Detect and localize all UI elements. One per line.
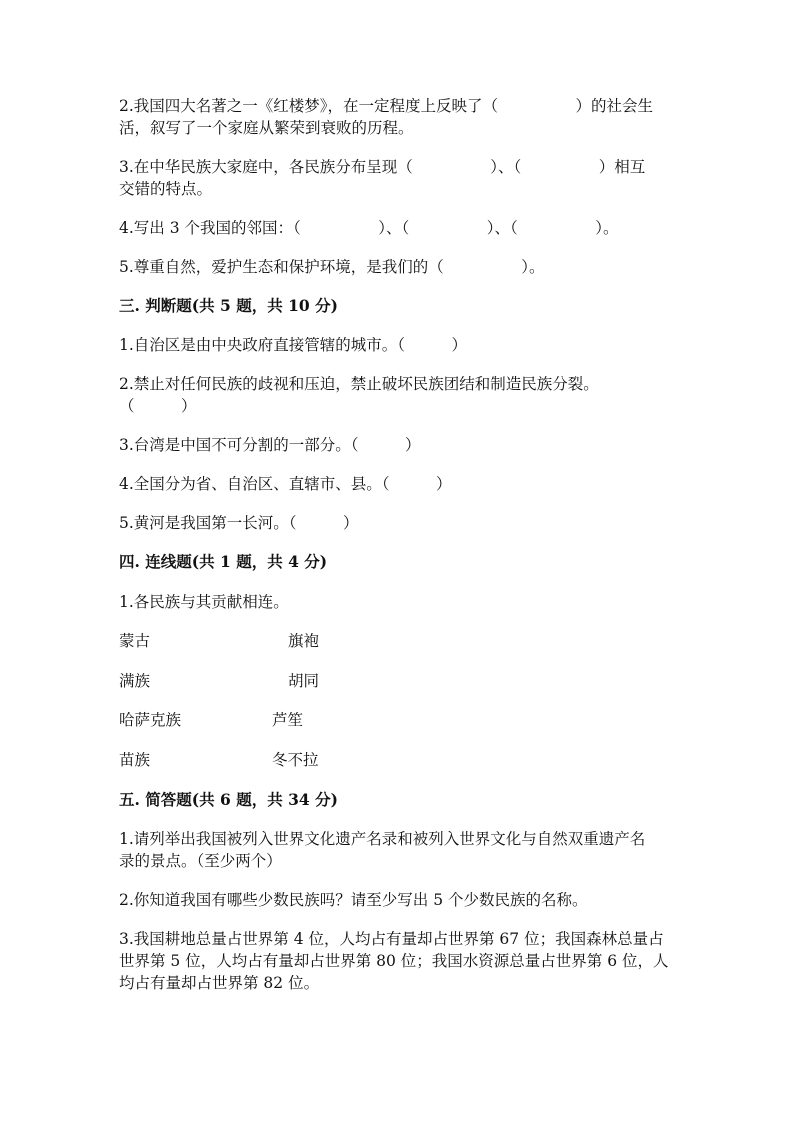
judge-q2-line2: （ ） [119, 397, 197, 415]
judge-q3: 3.台湾是中国不可分割的一部分。（ ） [119, 436, 421, 454]
matching-left-item: 蒙古 [119, 632, 151, 650]
short-q2: 2.你知道我国有哪些少数民族吗？请至少写出 5 个少数民族的名称。 [119, 891, 588, 909]
matching-right-item: 冬不拉 [272, 751, 319, 769]
matching-left-item: 哈萨克族 [119, 711, 182, 729]
short-q3-line1: 3.我国耕地总量占世界第 4 位，人均占有量却占世界第 67 位；我国森林总量占 [119, 930, 664, 948]
short-q1-line1: 1.请列举出我国被列入世界文化遗产名录和被列入世界文化与自然双重遗产名 [119, 830, 646, 848]
judge-q5: 5.黄河是我国第一长河。（ ） [119, 514, 359, 532]
judge-q4: 4.全国分为省、自治区、直辖市、县。（ ） [119, 475, 452, 493]
matching-right-item: 胡同 [288, 672, 320, 690]
judge-q1: 1.自治区是由中央政府直接管辖的城市。（ ） [119, 336, 468, 354]
short-q3-line2: 世界第 5 位，人均占有量却占世界第 80 位；我国水资源总量占世界第 6 位，人 [119, 952, 669, 970]
short-q3-line3: 均占有量却占世界第 82 位。 [119, 974, 320, 992]
fill-q5: 5.尊重自然，爱护生态和保护环境，是我们的（ ）。 [119, 258, 545, 276]
matching-left-item: 苗族 [119, 751, 151, 769]
judge-q2-line1: 2.禁止对任何民族的歧视和压迫，禁止破坏民族团结和制造民族分裂。 [119, 375, 599, 393]
judge-heading: 三. 判断题(共 5 题，共 10 分) [119, 296, 338, 315]
fill-q4: 4.写出 3 个我国的邻国：（ ）、（ ）、（ ）。 [119, 219, 619, 237]
fill-q2-line1: 2.我国四大名著之一《红楼梦》，在一定程度上反映了（ ）的社会生 [119, 97, 654, 115]
matching-heading: 四. 连线题(共 1 题，共 4 分) [119, 552, 328, 571]
matching-right-item: 旗袍 [288, 632, 320, 650]
fill-q3-line2: 交错的特点。 [119, 180, 213, 198]
matching-q1: 1.各民族与其贡献相连。 [119, 593, 289, 611]
short-answer-heading: 五. 简答题(共 6 题，共 34 分) [119, 790, 338, 809]
fill-q2-line2: 活，叙写了一个家庭从繁荣到衰败的历程。 [119, 119, 414, 137]
short-q1-line2: 录的景点。（至少两个） [119, 852, 282, 870]
matching-left-item: 满族 [119, 672, 151, 690]
matching-right-item: 芦笙 [272, 711, 304, 729]
fill-q3-line1: 3.在中华民族大家庭中，各民族分布呈现（ ）、（ ）相互 [119, 158, 646, 176]
